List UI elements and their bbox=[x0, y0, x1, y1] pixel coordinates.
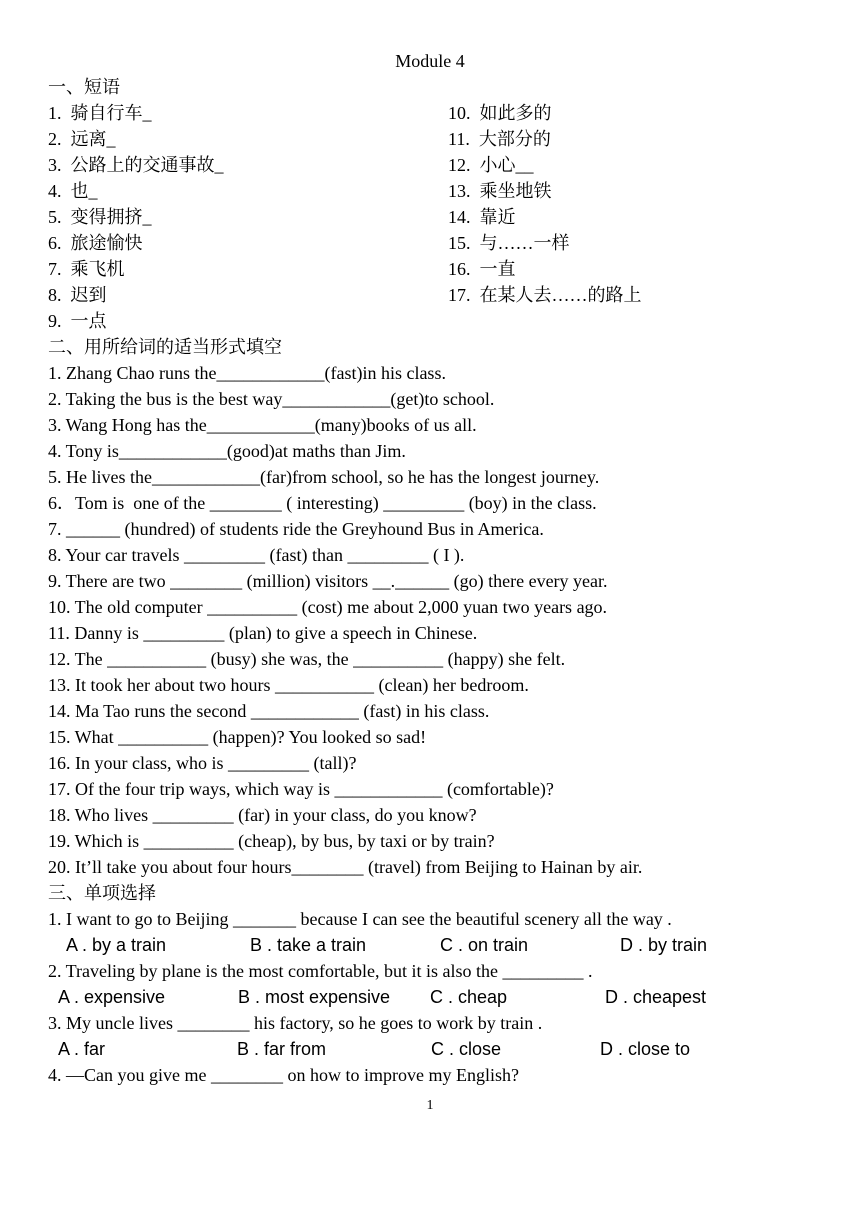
fill-in-item: 14. Ma Tao runs the second ____________ (fast) in his class. bbox=[48, 701, 490, 721]
phrase-item: 11. 大部分的 bbox=[448, 129, 551, 149]
choice-option-d: D . close to bbox=[600, 1039, 691, 1059]
phrase-item: 5. 变得拥挤_ bbox=[48, 207, 152, 227]
choice-option-c: C . on train bbox=[440, 935, 529, 955]
phrase-item: 3. 公路上的交通事故_ bbox=[48, 155, 224, 175]
fill-in-item: 2. Taking the bus is the best way____________(get)to school. bbox=[48, 389, 495, 409]
section-1-heading: 一、短语 bbox=[48, 77, 120, 97]
fill-in-item: 17. Of the four trip ways, which way is ____________ (comfortable)? bbox=[48, 779, 554, 799]
section-3-heading: 三、单项选择 bbox=[48, 883, 156, 903]
fill-in-item: 11. Danny is _________ (plan) to give a speech in Chinese. bbox=[48, 623, 478, 643]
fill-in-item: 8. Your car travels _________ (fast) than _________ ( I ). bbox=[48, 545, 465, 565]
choice-question: 1. I want to go to Beijing _______ because I can see the beautiful scenery all the way . bbox=[48, 909, 672, 929]
phrase-item: 4. 也_ bbox=[48, 181, 98, 201]
fill-in-item: 18. Who lives _________ (far) in your class, do you know? bbox=[48, 805, 477, 825]
phrase-item: 16. 一直 bbox=[448, 259, 516, 279]
choice-question: 4. —Can you give me ________ on how to improve my English? bbox=[48, 1065, 519, 1085]
phrase-item: 9. 一点 bbox=[48, 311, 107, 331]
phrase-item: 14. 靠近 bbox=[448, 207, 516, 227]
choice-option-b: B . take a train bbox=[250, 935, 367, 955]
fill-in-item: 10. The old computer __________ (cost) me about 2,000 yuan two years ago. bbox=[48, 597, 608, 617]
phrase-item: 17. 在某人去……的路上 bbox=[448, 285, 642, 305]
fill-in-item: 7. ______ (hundred) of students ride the Greyhound Bus in America. bbox=[48, 519, 544, 539]
phrase-item: 1. 骑自行车_ bbox=[48, 103, 152, 123]
fill-in-item: 16. In your class, who is _________ (tall)? bbox=[48, 753, 357, 773]
page-number: 1 bbox=[426, 1098, 434, 1113]
choice-option-a: A . expensive bbox=[58, 987, 166, 1007]
fill-in-item: 20. It’ll take you about four hours________ (travel) from Beijing to Hainan by air. bbox=[48, 857, 643, 877]
phrase-item: 6. 旅途愉快 bbox=[48, 233, 143, 253]
phrase-item: 12. 小心__ bbox=[448, 155, 534, 175]
fill-in-item: 5. He lives the____________(far)from school, so he has the longest journey. bbox=[48, 467, 600, 487]
fill-in-item: 3. Wang Hong has the____________(many)books of us all. bbox=[48, 415, 477, 435]
page-title: Module 4 bbox=[395, 51, 465, 71]
phrase-item: 2. 远离_ bbox=[48, 129, 116, 149]
fill-in-item: 13. It took her about two hours ___________ (clean) her bedroom. bbox=[48, 675, 529, 695]
choice-question: 2. Traveling by plane is the most comfortable, but it is also the _________ . bbox=[48, 961, 593, 981]
phrase-item: 15. 与……一样 bbox=[448, 233, 570, 253]
choice-option-a: A . far bbox=[58, 1039, 106, 1059]
section-2-heading: 二、用所给词的适当形式填空 bbox=[48, 337, 282, 357]
phrase-item: 8. 迟到 bbox=[48, 285, 107, 305]
choice-option-b: B . far from bbox=[237, 1039, 327, 1059]
choice-option-b: B . most expensive bbox=[238, 987, 391, 1007]
choice-option-c: C . close bbox=[431, 1039, 502, 1059]
choice-question: 3. My uncle lives ________ his factory, so he goes to work by train . bbox=[48, 1013, 543, 1033]
fill-in-item: 1. Zhang Chao runs the____________(fast)in his class. bbox=[48, 363, 446, 383]
phrase-item: 13. 乘坐地铁 bbox=[448, 181, 552, 201]
fill-in-item: 15. What __________ (happen)? You looked so sad! bbox=[48, 727, 427, 747]
fill-in-item: 6．Tom is one of the ________ ( interesting) _________ (boy) in the class. bbox=[48, 493, 597, 513]
choice-option-d: D . by train bbox=[620, 935, 708, 955]
choice-option-a: A . by a train bbox=[66, 935, 167, 955]
fill-in-item: 4. Tony is____________(good)at maths than Jim. bbox=[48, 441, 406, 461]
phrase-item: 10. 如此多的 bbox=[448, 103, 552, 123]
choice-option-d: D . cheapest bbox=[605, 987, 707, 1007]
fill-in-item: 19. Which is __________ (cheap), by bus, by taxi or by train? bbox=[48, 831, 495, 851]
fill-in-item: 9. There are two ________ (million) visitors __.______ (go) there every year. bbox=[48, 571, 608, 591]
choice-option-c: C . cheap bbox=[430, 987, 508, 1007]
fill-in-item: 12. The ___________ (busy) she was, the __________ (happy) she felt. bbox=[48, 649, 566, 669]
phrase-item: 7. 乘飞机 bbox=[48, 259, 125, 279]
